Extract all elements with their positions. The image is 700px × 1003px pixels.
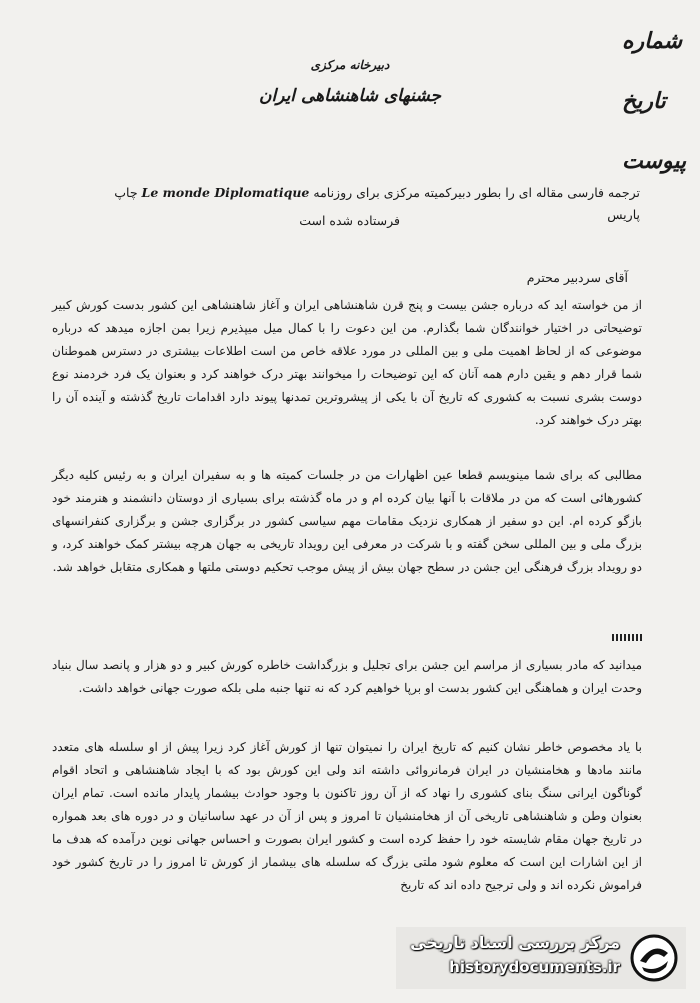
paragraph-3: میدانید که مادر بسیاری از مراسم این جشن برای تجلیل و بزرگداشت خاطره کورش کبیر و دو هزار و پانصد سال بنیاد وحدت ایران و هماهنگی این کشور بدست او برپا خواهیم کرد که نه تنها جنبه ملی بلکه صورت جهانی خواهد داشت.	[52, 658, 642, 695]
section-separator	[612, 634, 642, 641]
watermark-url: historydocuments.ir	[449, 958, 620, 976]
org-secretariat: دبیرخانه مرکزی	[310, 58, 390, 72]
archive-logo-icon	[628, 933, 680, 983]
attachment-label: پیوست	[622, 148, 687, 174]
date-label: تاریخ	[622, 88, 666, 114]
watermark	[396, 927, 686, 989]
title-part-2: چاپ پاریس	[114, 185, 640, 222]
salutation: آقای سردبیر محترم	[526, 270, 628, 285]
paragraph-4: با یاد مخصوص خاطر نشان کنیم که تاریخ ایران را نمیتوان تنها از کورش آغاز کرد زیرا پیش از او سلسله های متعدد مانند مادها و هخامنشیان در ایران فرمانروائی داشته اند ولی این کورش بود که با ایجاد شاهنشاهی و اتحاد اقوام گوناگون ایرانی سنگ بنای کشوری را نهاد که از آن روز تاکنون با وجود حوادث بیشمار پایدار مانده است. تمام ایران بعنوان وطن و شاهنشاهی تاریخی آن از هخامنشیان تا امروز و پس از آن در عهد ساسانیان و در دوره های بعد همواره در تاریخ جهان مقام شایسته خود را حفظ کرده است و کشور ایران بصورت و احساس جهانی نوین درآمده که هدف ما از این اشارات این است که معلوم شود ملتی بزرگ که سلسله های بیشمار از کورش تا امروز را در تاریخ کشور خود فراموش نکرده اند و ولی ترجیح داده اند که تاریخ	[52, 740, 642, 892]
paragraph-1: از من خواسته اید که درباره جشن بیست و پنج قرن شاهنشاهی ایران و آغاز شاهنشاهی این کشور بدست کورش کبیر توضیحاتی در اختیار خوانندگان شما بگذارم. من این دعوت را با کمال میل میپذیرم زیرا بمن اجازه میدهد که درباره موضوعی که از لحاظ اهمیت ملی و بین المللی در مورد علاقه خاص من است اطلاعات بیشتری در دسترس هموطنان شما قرار دهم و یقین دارم همه آنان که این توضیحات را میخوانند بهتر درک خواهند کرد و بعنوان یک فرد خردمند نوع دوست بشری نسبت به کشوری که تاریخ آن با یکی از پیشروترین تمدنها پیوند دارد اقدامات تاریخ گذشته و آینده آن را بهتر درک خواهند کرد.	[52, 298, 642, 427]
document-title-line2: فرستاده شده است	[299, 213, 400, 228]
newspaper-name: Le monde Diplomatique	[141, 185, 310, 200]
watermark-text	[410, 933, 620, 976]
letterhead-fields	[622, 28, 687, 174]
org-name: جشنهای شاهنشاهی ایران	[258, 86, 441, 106]
number-label: شماره	[622, 28, 683, 54]
paragraph-2: مطالبی که برای شما مینویسم قطعا عین اظهارات من در جلسات کمیته ها و به سفیران ایران و به رئیس کلیه دیگر کشورهائی است که من در ملاقات با آنها بیان کرده ام و در ماه گذشته برای بسیاری از دوستان دانشمند و هنرمند خود بازگو کرده ام. این دو سفیر از همکاری نزدیک مقامات مهم سیاسی کشور در برگزاری جشن و برگزاری کنفرانسهای بزرگ ملی و بین المللی سخن گفته و با شرکت در معرفی این رویداد تاریخی به جهان هرچه بیشتر کمک خواهند کرد، و دو رویداد بزرگ فرهنگی این جشن در سطح جهان بیش از پیش موجب تحکیم دوستی ملتها و همکاری متقابل خواهد شد.	[52, 468, 642, 574]
title-part-1: ترجمه فارسی مقاله ای را بطور دبیرکمیته مرکزی برای روزنامه	[313, 185, 640, 200]
watermark-title: مرکز بررسی اسناد تاریخی	[410, 933, 620, 952]
